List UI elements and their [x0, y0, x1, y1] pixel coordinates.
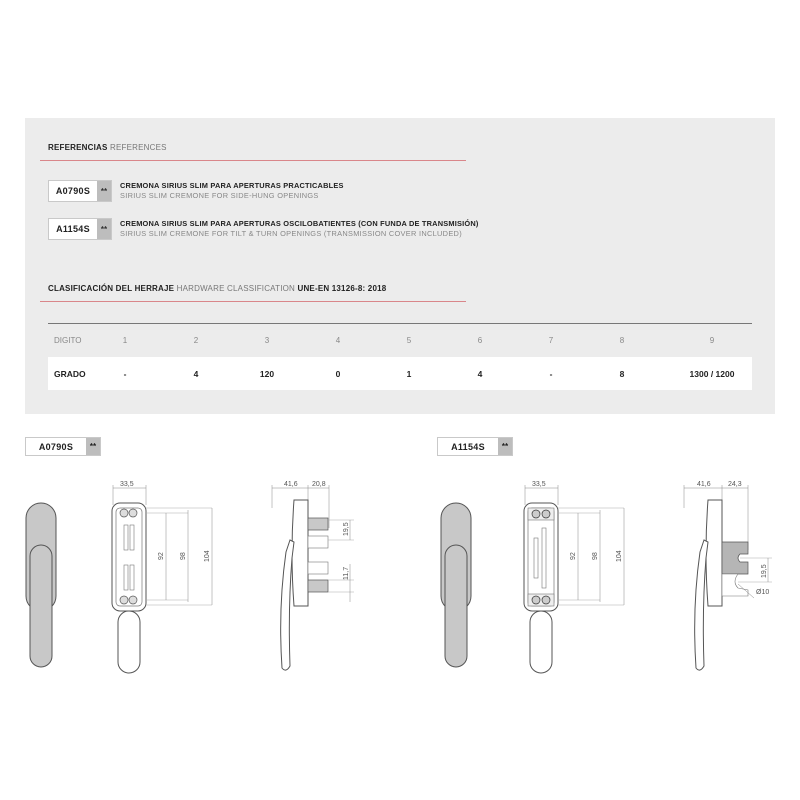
- table-header-row: [48, 324, 752, 357]
- dim-depth: 41,6: [284, 481, 298, 488]
- handle-lever: [30, 545, 52, 667]
- digit-cell: 1: [122, 336, 128, 345]
- digit-cell: 7: [548, 336, 554, 345]
- dim-height-92: 92: [158, 552, 165, 560]
- drawing-code: A0790S: [38, 441, 74, 452]
- dim-side-11-7: 11,7: [343, 566, 350, 580]
- dim-width: 33,5: [120, 481, 134, 488]
- handle-side-view: [672, 478, 782, 678]
- references-title-en: REFERENCES: [109, 143, 167, 152]
- digit-cell: 6: [477, 336, 483, 345]
- digit-cell: 3: [264, 336, 270, 345]
- reference-code: A0790S: [55, 186, 91, 196]
- classification-title-en: HARDWARE CLASSIFICATION: [176, 284, 296, 293]
- lever-outline: [530, 611, 552, 673]
- references-title: [48, 143, 167, 152]
- digit-cell: 9: [709, 336, 715, 345]
- handle-rear-view: [512, 480, 642, 680]
- handle-front-view: [20, 495, 70, 675]
- table-grade-row: [48, 357, 752, 390]
- reference-stars: **: [97, 219, 111, 239]
- grade-cell: 4: [477, 368, 483, 379]
- reference-code-badge: [48, 218, 112, 240]
- digit-cell: 5: [406, 336, 412, 345]
- classification-standard: UNE-EN 13126-8: 2018: [297, 284, 387, 293]
- side-lever: [281, 540, 294, 670]
- reference-desc-en: SIRIUS SLIM CREMONE FOR SIDE-HUNG OPENINGS: [120, 191, 319, 200]
- grade-cell: -: [123, 368, 127, 379]
- grade-cell: 0: [335, 368, 341, 379]
- handle-rear-view: [100, 480, 230, 680]
- drawing-label-badge: [437, 437, 513, 456]
- grade-cell: 1300 / 1200: [689, 368, 735, 379]
- digit-label: DIGITO: [54, 336, 82, 345]
- dim-depth: 41,6: [697, 481, 711, 488]
- classification-table: [48, 323, 752, 390]
- handle-side-view: [262, 478, 362, 678]
- drawing-stars: **: [498, 438, 512, 455]
- side-lever: [695, 540, 708, 670]
- grade-cell: -: [549, 368, 553, 379]
- dim-height-104: 104: [204, 550, 211, 562]
- grade-cell: 4: [193, 368, 199, 379]
- reference-code: A1154S: [56, 224, 90, 234]
- dim-height-98: 98: [180, 552, 187, 560]
- dim-diameter: Ø10: [756, 589, 770, 596]
- drawing-label-badge: [25, 437, 101, 456]
- reference-desc-es: CREMONA SIRIUS SLIM PARA APERTURAS OSCILOBATIENTES (CON FUNDA DE TRANSMISIÓN): [120, 219, 479, 228]
- dim-extra: 20,8: [312, 481, 326, 488]
- reference-item: [48, 218, 479, 240]
- side-base: [292, 500, 308, 606]
- classification-divider: [40, 301, 466, 302]
- references-divider: [40, 160, 466, 161]
- drawing-stars: **: [86, 438, 100, 455]
- grade-cell: 120: [259, 368, 275, 379]
- reference-desc-en: SIRIUS SLIM CREMONE FOR TILT & TURN OPENINGS (TRANSMISSION COVER INCLUDED): [120, 229, 462, 238]
- classification-title: [48, 284, 386, 293]
- reference-stars: **: [97, 181, 111, 201]
- grade-cell: 8: [619, 368, 625, 379]
- references-title-es: REFERENCIAS: [48, 143, 108, 152]
- grade-cell: 1: [406, 368, 412, 379]
- lever-outline: [118, 611, 140, 673]
- reference-code-badge: [48, 180, 112, 202]
- grade-label: GRADO: [54, 368, 86, 379]
- dim-width: 33,5: [532, 481, 546, 488]
- classification-title-es: CLASIFICACIÓN DEL HERRAJE: [48, 284, 175, 293]
- dim-height-98: 98: [592, 552, 599, 560]
- reference-desc-es: CREMONA SIRIUS SLIM PARA APERTURAS PRACTICABLES: [120, 181, 344, 190]
- reference-item: [48, 180, 344, 202]
- handle-front-view: [435, 495, 485, 675]
- digit-cell: 4: [335, 336, 341, 345]
- dim-height-104: 104: [616, 550, 623, 562]
- dim-side-19-5: 19,5: [343, 522, 350, 536]
- drawing-code: A1154S: [451, 441, 485, 452]
- dim-extra: 24,3: [728, 481, 742, 488]
- rear-plate: [112, 503, 146, 611]
- dim-height-92: 92: [570, 552, 577, 560]
- dim-side-19-5: 19,5: [761, 564, 768, 578]
- side-base: [706, 500, 722, 606]
- digit-cell: 8: [619, 336, 625, 345]
- handle-lever: [445, 545, 467, 667]
- digit-cell: 2: [193, 336, 199, 345]
